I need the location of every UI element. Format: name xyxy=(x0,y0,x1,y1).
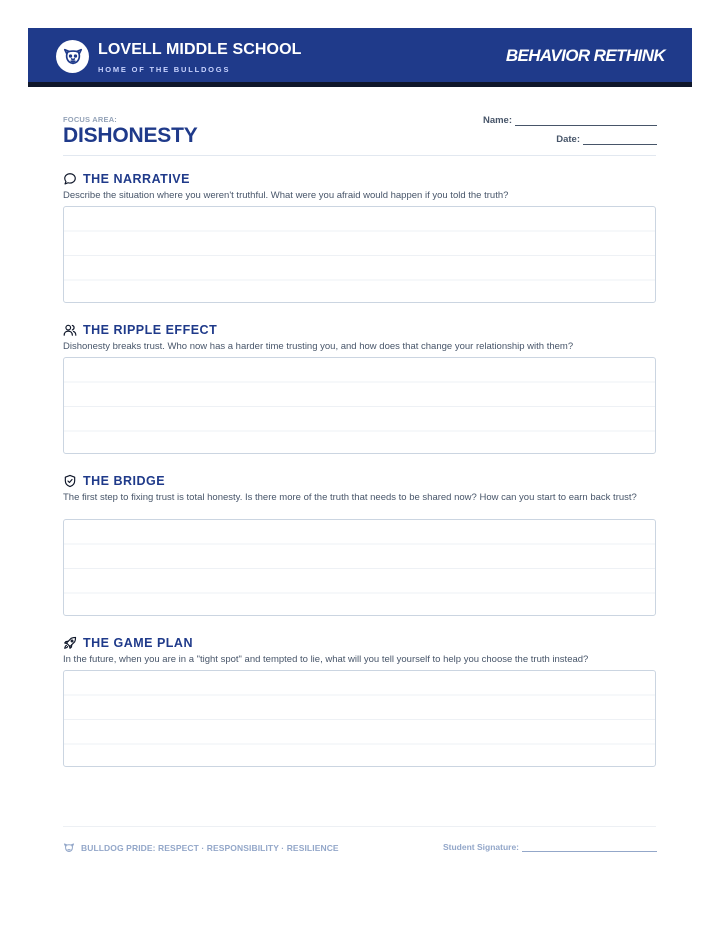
section-prompt: The first step to fixing trust is total honesty. Is there more of the truth that needs to be shared now? How can you start to earn back trust? xyxy=(63,492,637,503)
name-blank[interactable] xyxy=(515,115,657,126)
section-title: THE BRIDGE xyxy=(83,474,166,488)
narrative-answer-box[interactable] xyxy=(63,206,656,303)
school-name: LOVELL MIDDLE SCHOOL xyxy=(98,41,302,58)
section-prompt: Dishonesty breaks trust. Who now has a harder time trusting you, and how does that change your relationship with them? xyxy=(63,341,574,352)
date-label: Date: xyxy=(556,134,580,145)
school-tagline: HOME OF THE BULLDOGS xyxy=(98,65,231,74)
footer-motto xyxy=(63,842,339,854)
section-game-plan xyxy=(63,635,656,666)
game-plan-answer-box[interactable] xyxy=(63,670,656,767)
header-banner xyxy=(28,28,692,87)
name-label: Name: xyxy=(482,115,512,126)
ripple-effect-answer-box[interactable] xyxy=(63,357,656,454)
section-title: THE GAME PLAN xyxy=(83,636,193,650)
shield-check-icon xyxy=(63,474,77,488)
section-prompt: Describe the situation where you weren't truthful. What were you afraid would happen if you told the truth? xyxy=(63,190,509,201)
section-title: THE RIPPLE EFFECT xyxy=(83,323,218,337)
footer-divider xyxy=(63,826,656,827)
section-ripple-effect xyxy=(63,322,656,353)
motto-text: BULLDOG PRIDE: RESPECT · RESPONSIBILITY · RESILIENCE xyxy=(81,843,339,853)
rocket-icon xyxy=(63,636,77,650)
date-blank[interactable] xyxy=(583,134,657,145)
signature-blank[interactable] xyxy=(522,842,657,852)
focus-area-label: FOCUS AREA: xyxy=(63,115,118,124)
users-icon xyxy=(63,323,77,337)
section-bridge xyxy=(63,473,656,504)
bridge-answer-box[interactable] xyxy=(63,519,656,616)
section-narrative xyxy=(63,171,656,202)
program-title: BEHAVIOR RETHINK xyxy=(505,46,665,65)
section-title: THE NARRATIVE xyxy=(83,172,190,186)
signature-field[interactable] xyxy=(443,842,657,852)
bulldog-icon xyxy=(56,40,89,73)
speech-bubble-icon xyxy=(63,172,77,186)
section-prompt: In the future, when you are in a "tight spot" and tempted to lie, what will you tell yourself to help you choose the truth instead? xyxy=(63,654,589,665)
name-field[interactable] xyxy=(483,115,657,126)
focus-area-title: DISHONESTY xyxy=(63,124,198,147)
date-field[interactable] xyxy=(556,134,657,145)
bulldog-icon xyxy=(63,842,75,854)
header-divider xyxy=(63,155,656,156)
signature-label: Student Signature: xyxy=(442,842,519,852)
